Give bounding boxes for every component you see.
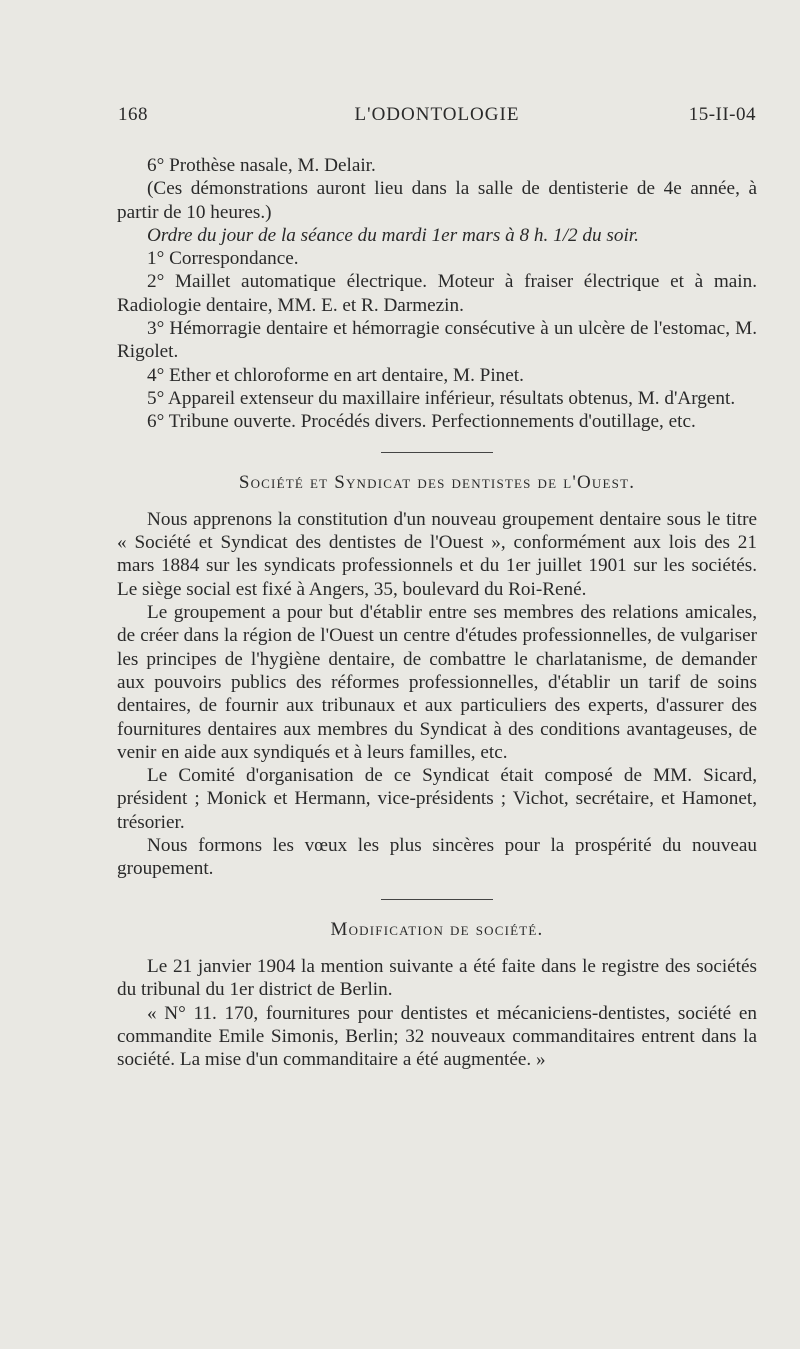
program-item-prothese: 6° Prothèse nasale, M. Delair.: [147, 155, 376, 176]
program-note: (Ces démonstrations auront lieu dans la salle de dentisterie de 4e année, à partir de 10 heures.): [117, 178, 757, 223]
agenda-item: 4° Ether et chloroforme en art dentaire, M. Pinet.: [147, 364, 524, 386]
page-number: 168: [118, 104, 148, 125]
agenda-item: 1° Correspondance.: [147, 248, 299, 270]
paragraph: Le groupement a pour but d'établir entre ses membres des relations amicales, de créer dans la région de l'Ouest un centre d'études professionnelles, de vulgariser les principes de l'hygiène dentaire, de combattre le charlatanisme, de demander aux pouvoirs publics des réformes professionnelles, d'établir un tarif de soins dentaires, de fournir aux tribunaux et aux particuliers des experts, d'assurer des fournitures dentaires aux membres du Syndicat à des conditions avantageuses, de venir en aide aux syndiqués et à leurs familles, etc.: [117, 602, 757, 763]
section-divider: [381, 452, 493, 453]
section-title-modification: Modification de société.: [330, 918, 544, 940]
agenda-item: 3° Hémorragie dentaire et hémorragie consécutive à un ulcère de l'estomac, M. Rigolet.: [117, 318, 757, 363]
paragraph: Le 21 janvier 1904 la mention suivante a été faite dans le registre des sociétés du tribunal du 1er district de Berlin.: [117, 955, 757, 1001]
issue-date: 15-II-04: [688, 104, 756, 125]
agenda-title: Ordre du jour de la séance du mardi 1er mars à 8 h. 1/2 du soir.: [147, 224, 639, 246]
paragraph: Nous formons les vœux les plus sincères pour la prospérité du nouveau groupement.: [117, 835, 757, 880]
agenda-item: 6° Tribune ouverte. Procédés divers. Perfectionnements d'outillage, etc.: [147, 411, 696, 433]
section-divider: [381, 899, 493, 900]
agenda-item: 5° Appareil extenseur du maxillaire inférieur, résultats obtenus, M. d'Argent.: [147, 387, 736, 409]
section-title-societe-ouest: Société et Syndicat des dentistes de l'Ouest.: [238, 471, 636, 493]
body-text: [117, 154, 757, 1071]
agenda-item: 2° Maillet automatique électrique. Moteur à fraiser électrique et à main. Radiologie dentaire, MM. E. et R. Darmezin.: [117, 271, 757, 316]
paragraph: « N° 11. 170, fournitures pour dentistes et mécaniciens-dentistes, société en commandite Emile Simonis, Berlin; 32 nouveaux commanditaires entrent dans la société. La mise d'un commanditaire a été augmentée. »: [117, 1002, 757, 1071]
paragraph: Nous apprenons la constitution d'un nouveau groupement dentaire sous le titre « Société et Syndicat des dentistes de l'Ouest », conformément aux lois des 21 mars 1884 sur les syndicats professionnels et du 1er juillet 1901 sur les sociétés. Le siège social est fixé à Angers, 35, boulevard du Roi-René.: [117, 508, 757, 600]
journal-title: L'ODONTOLOGIE: [354, 104, 520, 125]
paragraph: Le Comité d'organisation de ce Syndicat était composé de MM. Sicard, président ; Monick et Hermann, vice-présidents ; Vichot, secrétaire, et Hamonet, trésorier.: [117, 765, 757, 833]
